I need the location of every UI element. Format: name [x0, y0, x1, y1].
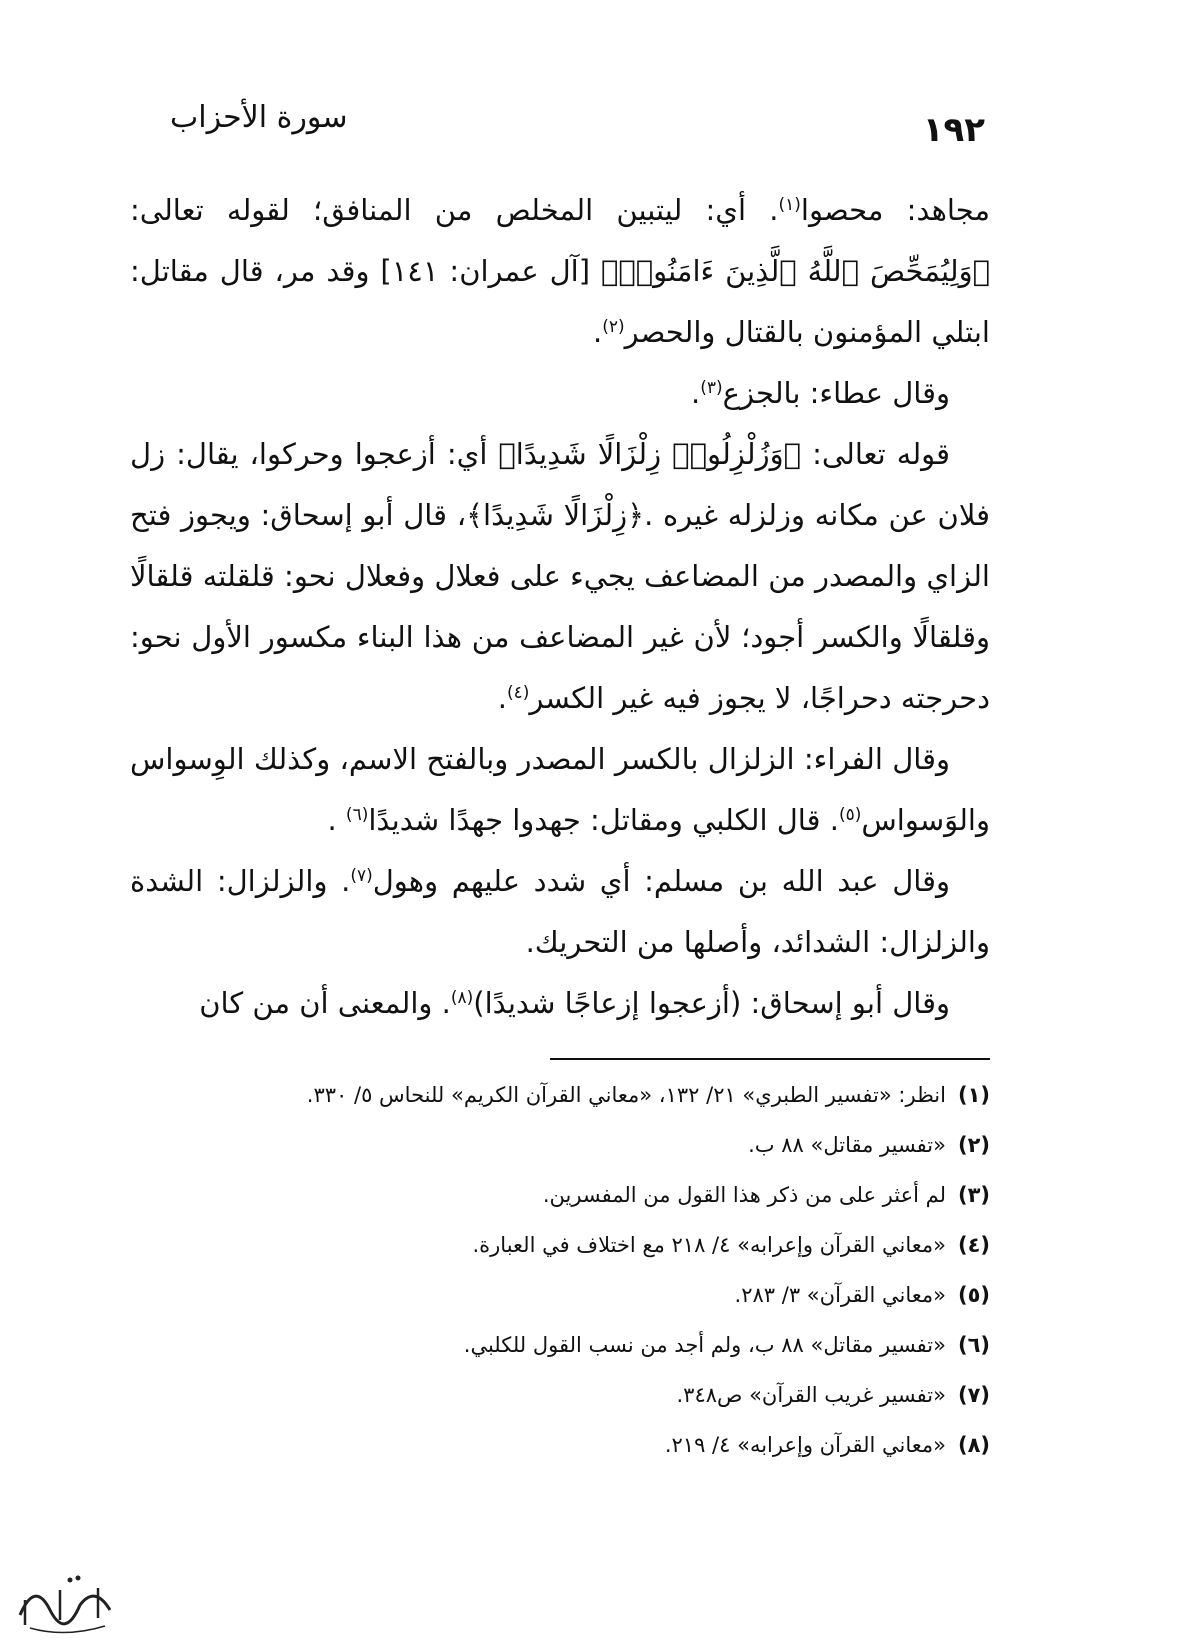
- footnote-text: «تفسير غريب القرآن» ص٣٤٨.: [676, 1383, 946, 1407]
- running-title: سورة الأحزاب: [170, 100, 348, 135]
- footnote-text: لم أعثر على من ذكر هذا القول من المفسرين.: [542, 1183, 946, 1207]
- paragraph-1: [130, 180, 990, 363]
- text-run: . أي: ليتبين المخلص من المنافق؛ لقوله تعالى:: [130, 193, 779, 227]
- paragraph-6: [130, 973, 990, 1034]
- footnote-number: (٢): [957, 1133, 990, 1157]
- text-run: وقال عبد الله بن مسلم: أي شدد عليهم وهول: [372, 864, 950, 898]
- text-run: .: [691, 376, 701, 410]
- text-run: . قال الكلبي ومقاتل: جهدوا جهدًا شديدًا: [368, 803, 839, 837]
- footnote-separator: [550, 1058, 990, 1060]
- text-run: وقال الفراء: الزلزال بالكسر المصدر وبالفتح الاسم، وكذلك الوِسواس والوَسواس: [130, 742, 990, 837]
- footnote-2: [140, 1120, 990, 1170]
- footnote-6: [140, 1320, 990, 1370]
- footnote-ref-4: (٤): [507, 683, 530, 703]
- footnote-ref-7: (٧): [350, 866, 373, 886]
- text-run: وقال عطاء: بالجزع: [722, 376, 950, 410]
- paragraph-3: [130, 424, 990, 729]
- footnote-number: (٨): [957, 1433, 990, 1457]
- footnote-number: (٧): [957, 1383, 990, 1407]
- footnote-1: [140, 1070, 990, 1120]
- footnote-ref-2: (٢): [602, 317, 625, 337]
- footnote-ref-8: (٨): [450, 988, 474, 1008]
- quran-verse: ﴿وَلِيُمَحِّصَ ٱللَّهُ ٱلَّذِينَ ءَامَنُوا۟﴾: [600, 254, 990, 288]
- text-run: . والزلزال: الشدة والزلزال: الشدائد، وأصلها من التحريك.: [130, 864, 990, 959]
- text-run: ، قال أبو إسحاق: ويجوز فتح الزاي والمصدر من المضاعف يجيء على فعلال وفعلال نحو: قلقلته قلقالًا وقلقالًا والكسر أجود؛ لأن غير المضاعف من هذا البناء مكسور الأول نحو: دحرجته دحراجًا، لا يجوز فيه غير الكسر: [130, 498, 990, 715]
- footnote-7: [140, 1370, 990, 1420]
- footnote-text: «معاني القرآن وإعرابه» ٤/ ٢١٨ مع اختلاف في العبارة.: [472, 1233, 946, 1257]
- footnote-ref-6: (٦): [345, 805, 369, 825]
- footnote-ref-1: (١): [778, 195, 801, 215]
- footnote-text: «تفسير مقاتل» ٨٨ ب، ولم أجد من نسب القول للكلبي.: [463, 1333, 946, 1357]
- footnote-3: [140, 1170, 990, 1220]
- footnote-text: «معاني القرآن» ٣/ ٢٨٣.: [734, 1283, 946, 1307]
- text-run: .: [327, 803, 346, 837]
- footnote-text: «معاني القرآن وإعرابه» ٤/ ٢١٩.: [664, 1433, 946, 1457]
- footnote-number: (٥): [957, 1283, 990, 1307]
- paragraph-2: [130, 363, 990, 424]
- footnote-number: (٣): [957, 1183, 990, 1207]
- footnote-ref-5: (٥): [838, 805, 862, 825]
- footnote-text: انظر: «تفسير الطبري» ٢١/ ١٣٢، «معاني القرآن الكريم» للنحاس ٥/ ٣٣٠.: [306, 1083, 946, 1107]
- text-run: .: [593, 315, 603, 349]
- footnotes: [140, 1070, 990, 1470]
- text-run: قوله تعالى:: [801, 437, 950, 471]
- paragraph-4: [130, 729, 990, 851]
- main-text: [130, 180, 990, 1034]
- footnote-8: [140, 1420, 990, 1470]
- publisher-logo-icon: [10, 1560, 120, 1640]
- footnote-text: «تفسير مقاتل» ٨٨ ب.: [748, 1133, 946, 1157]
- paragraph-5: [130, 851, 990, 973]
- text-run: [آل عمران: ١٤١] وقد مر، قال مقاتل: ابتلي المؤمنون بالقتال والحصر: [130, 254, 990, 349]
- footnote-4: [140, 1220, 990, 1270]
- footnote-5: [140, 1270, 990, 1320]
- footnote-ref-3: (٣): [700, 378, 723, 398]
- page-number: ١٩٢: [922, 110, 985, 150]
- quran-verse: ﴿وَزُلْزِلُوا۟ زِلْزَالًا شَدِيدًا﴾: [498, 437, 802, 471]
- text-run: مجاهد: محصوا: [800, 193, 990, 227]
- text-run: وقال أبو إسحاق: (أزعجوا إزعاجًا شديدًا): [473, 986, 950, 1020]
- footnote-number: (٦): [957, 1333, 990, 1357]
- footnote-number: (٤): [957, 1233, 990, 1257]
- text-run: .: [497, 681, 507, 715]
- footnote-number: (١): [957, 1083, 990, 1107]
- text-run: أي: أزعجوا وحركوا، يقال: زل فلان عن مكانه وزلزله غيره .: [130, 437, 990, 532]
- page-header: [170, 100, 985, 160]
- text-run: . والمعنى أن من كان: [199, 986, 451, 1020]
- quran-verse: ﴿زِلْزَالًا شَدِيدًا﴾: [466, 498, 645, 532]
